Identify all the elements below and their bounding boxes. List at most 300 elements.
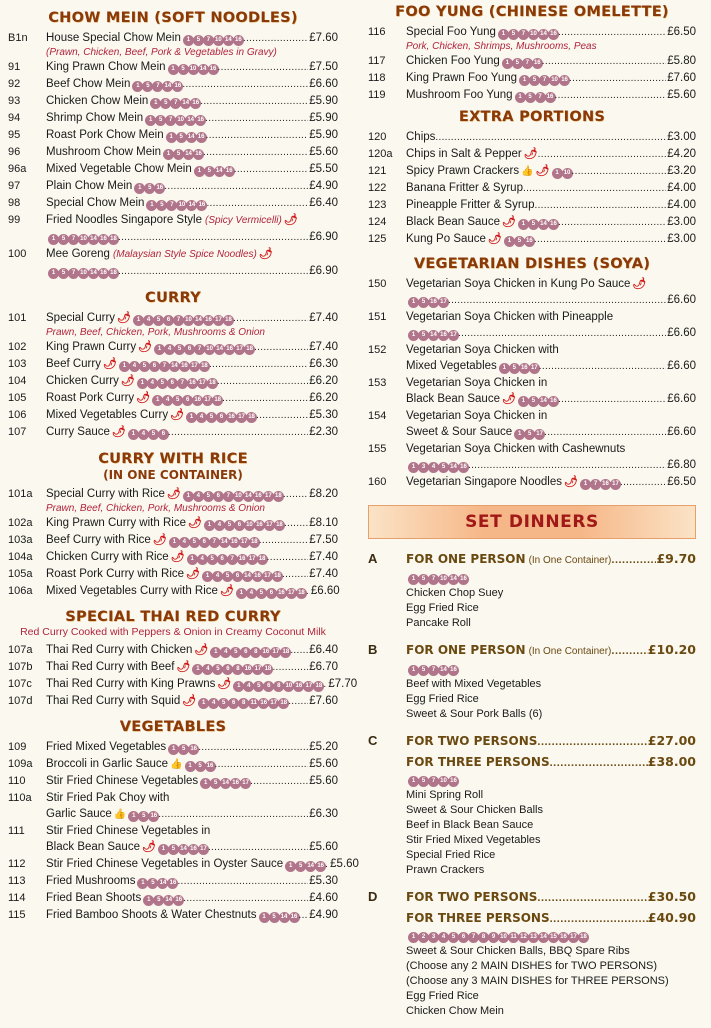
allergen-badge: 1 xyxy=(134,183,145,194)
item-number: 91 xyxy=(8,61,21,73)
set-price: £30.50 xyxy=(647,889,696,904)
allergen-badge: 10 xyxy=(175,115,186,126)
menu-item xyxy=(8,127,338,144)
allergen-badge: 7 xyxy=(173,315,184,326)
allergen-badge: 14 xyxy=(538,219,549,230)
item-number: 94 xyxy=(8,112,21,124)
allergen-badge: 10 xyxy=(183,315,194,326)
menu-item-row xyxy=(8,756,338,773)
chili-icon: 🌶 xyxy=(523,148,538,160)
allergen-badge: 1 xyxy=(204,520,215,531)
allergen-badge: 16 xyxy=(230,778,241,789)
allergen-badge: 1 xyxy=(183,491,194,502)
allergen-badge: 7 xyxy=(152,81,163,92)
allergen-badge: 1 xyxy=(200,778,211,789)
allergen-badge: 3 xyxy=(428,932,439,943)
item-name: Fried Mushrooms xyxy=(46,875,136,887)
allergen-badge: 7 xyxy=(166,200,177,211)
item-price: £5.90 xyxy=(309,129,338,141)
allergen-badge: 16 xyxy=(237,554,248,565)
allergen-badge: 8 xyxy=(478,932,489,943)
item-number: 113 xyxy=(8,875,26,887)
item-name-continued xyxy=(8,806,338,823)
allergen-badge: 16 xyxy=(226,412,237,423)
allergen-badge: 1 xyxy=(519,75,530,86)
allergen-badge: 6 xyxy=(149,361,160,372)
menu-item-row xyxy=(8,310,338,327)
section-heading: VEGETABLES xyxy=(119,719,227,735)
allergen-badge: 4 xyxy=(246,588,257,599)
item-number: 152 xyxy=(368,344,387,356)
item-name: Spicy Prawn Crackers xyxy=(406,165,520,177)
allergen-badge: 16 xyxy=(258,698,269,709)
allergen-badge: 17 xyxy=(252,664,263,675)
allergen-badge: 14 xyxy=(193,315,204,326)
allergen-badge: 14 xyxy=(538,396,549,407)
item-price: £7.70 xyxy=(328,678,358,690)
allergen-badge: 14 xyxy=(223,35,234,46)
leader-dots xyxy=(222,390,308,407)
allergen-badge: 5 xyxy=(207,554,218,565)
allergen-badge: 17 xyxy=(262,571,273,582)
allergen-badges xyxy=(236,588,306,599)
allergen-badge: 1 xyxy=(145,115,156,126)
set-title: FOR TWO PERSONS xyxy=(406,890,538,904)
leader-dots xyxy=(523,180,666,197)
item-name: Beef Chow Mein xyxy=(46,78,131,90)
item-price: £5.90 xyxy=(309,112,338,124)
allergen-badge: 1 xyxy=(183,35,194,46)
item-name-cont: Black Bean Sauce xyxy=(46,841,140,853)
allergen-badge: 5 xyxy=(448,932,459,943)
allergen-badges xyxy=(152,395,222,406)
allergen-badge: 5 xyxy=(148,429,159,440)
section-heading: EXTRA PORTIONS xyxy=(458,109,606,125)
allergen-badge: 16 xyxy=(192,395,203,406)
chili-icon: 🌶 xyxy=(632,278,647,290)
set-letter: C xyxy=(368,733,378,748)
allergen-badges xyxy=(154,344,254,355)
item-price: £7.60 xyxy=(309,32,338,44)
allergen-badge: 17 xyxy=(239,537,250,548)
set-dinner-item: (Choose any 3 MAIN DISHES for THREE PERSONS) xyxy=(406,975,669,987)
menu-item xyxy=(8,583,338,600)
allergen-badges xyxy=(408,574,468,585)
menu-section xyxy=(368,256,696,491)
menu-item-row xyxy=(8,790,338,806)
allergen-badge: 5 xyxy=(156,200,167,211)
allergen-badge: 11 xyxy=(248,698,259,709)
allergen-badge: 14 xyxy=(163,895,174,906)
allergen-badge: 14 xyxy=(88,234,99,245)
allergen-badge: 14 xyxy=(448,462,459,473)
leader-dots xyxy=(558,391,666,408)
allergen-badge: 5 xyxy=(193,35,204,46)
item-price: £6.40 xyxy=(309,644,338,656)
allergen-badge: 5 xyxy=(210,778,221,789)
leader-dots xyxy=(537,887,647,908)
allergen-badge: 5 xyxy=(204,166,215,177)
item-price: £7.50 xyxy=(309,61,338,73)
allergen-badge: 6 xyxy=(240,647,251,658)
allergen-badge: 16 xyxy=(548,29,559,40)
chili-icon: 🌶 xyxy=(219,585,234,597)
item-name-continued xyxy=(368,391,696,408)
allergen-badge: 5 xyxy=(269,912,280,923)
set-title: FOR ONE PERSON xyxy=(406,552,526,566)
allergen-badge: 1 xyxy=(233,681,244,692)
menu-item xyxy=(8,390,338,407)
item-price: £6.60 xyxy=(667,360,696,372)
allergen-badge: 5 xyxy=(157,378,168,389)
menu-item-row xyxy=(368,408,696,424)
allergen-badge: 18 xyxy=(313,681,324,692)
allergen-badge: 4 xyxy=(438,932,449,943)
allergen-badge: 18 xyxy=(246,412,257,423)
allergen-badge: 1 xyxy=(408,297,419,308)
allergen-badges xyxy=(145,115,205,126)
allergen-badge: 5 xyxy=(528,219,539,230)
allergen-badge: 1 xyxy=(163,149,174,160)
allergen-badge: 6 xyxy=(199,537,210,548)
menu-item-row xyxy=(8,59,338,76)
allergen-badge: 18 xyxy=(199,361,210,372)
allergen-badges xyxy=(504,236,534,247)
menu-item xyxy=(8,907,338,924)
allergen-badge: 7 xyxy=(468,932,479,943)
set-price: £27.00 xyxy=(647,733,696,748)
item-name: Chicken Chow Mein xyxy=(46,95,149,107)
menu-item-row xyxy=(368,163,696,180)
leader-dots xyxy=(299,907,309,924)
menu-item xyxy=(368,276,696,309)
allergen-badge: 10 xyxy=(562,168,573,179)
leader-dots xyxy=(215,756,309,773)
menu-item-row xyxy=(8,486,338,503)
allergen-badges xyxy=(502,58,542,69)
chili-icon: 🌶 xyxy=(194,644,209,656)
allergen-badges xyxy=(519,75,569,86)
allergen-badge: 2 xyxy=(418,932,429,943)
allergen-badges xyxy=(499,363,539,374)
allergen-badge: 16 xyxy=(428,297,439,308)
set-dinners-banner: SET DINNERS xyxy=(368,505,696,539)
item-number: 116 xyxy=(368,26,386,38)
set-dinner-item: Egg Fried Rice xyxy=(406,693,479,705)
menu-item xyxy=(8,676,358,693)
menu-item-row xyxy=(8,161,338,178)
item-price: £4.20 xyxy=(667,148,696,160)
allergen-badge: 17 xyxy=(303,681,314,692)
menu-item xyxy=(8,310,338,339)
leader-dots xyxy=(177,873,308,890)
item-price: £7.40 xyxy=(309,312,338,324)
item-description: Pork, Chicken, Shrimps, Mushrooms, Peas xyxy=(406,41,597,52)
item-price: £7.40 xyxy=(309,551,338,563)
allergen-badges xyxy=(168,64,218,75)
set-dinner-item: Egg Fried Rice xyxy=(406,602,479,614)
allergen-badge: 5 xyxy=(189,537,200,548)
allergen-badge: 1 xyxy=(518,396,529,407)
allergen-badge: 4 xyxy=(179,537,190,548)
set-dinner xyxy=(368,549,696,631)
item-number: 101 xyxy=(8,312,27,324)
item-number: 95 xyxy=(8,129,21,141)
item-price: £6.20 xyxy=(309,392,338,404)
allergen-badges xyxy=(158,844,208,855)
set-price: £38.00 xyxy=(647,754,696,769)
allergen-badge: 16 xyxy=(260,647,271,658)
allergen-badge: 7 xyxy=(68,234,79,245)
allergen-badge: 5 xyxy=(418,574,429,585)
allergen-badge: 16 xyxy=(548,396,559,407)
allergen-badge: 5 xyxy=(195,761,206,772)
allergen-badge: 16 xyxy=(519,363,530,374)
allergen-badge: 5 xyxy=(418,297,429,308)
allergen-badge: 1 xyxy=(515,92,526,103)
item-price: £5.60 xyxy=(309,841,338,853)
menu-item xyxy=(368,408,696,441)
item-name: Roast Pork Curry xyxy=(46,392,135,404)
allergen-badge: 7 xyxy=(590,479,601,490)
leader-dots xyxy=(118,229,308,246)
item-name: Chips xyxy=(406,131,436,143)
item-number: 121 xyxy=(368,165,387,177)
menu-item-row xyxy=(368,70,696,87)
item-number: 103a xyxy=(8,534,33,546)
menu-section xyxy=(8,10,338,280)
set-dinner-item: Prawn Crackers xyxy=(406,864,485,876)
item-name-continued xyxy=(368,358,696,375)
item-number: 150 xyxy=(368,278,387,290)
allergen-badges xyxy=(408,330,458,341)
allergen-badge: 16 xyxy=(98,234,109,245)
allergen-badge: 16 xyxy=(448,776,459,787)
allergen-badge: 1 xyxy=(186,412,197,423)
allergen-badge: 5 xyxy=(144,183,155,194)
allergen-badge: 17 xyxy=(264,520,275,531)
menu-item-row xyxy=(368,87,696,104)
item-price: £5.60 xyxy=(309,775,338,787)
allergen-badge: 6 xyxy=(184,344,195,355)
allergen-badges xyxy=(187,554,267,565)
allergen-badge: 1 xyxy=(152,395,163,406)
allergen-badge: 16 xyxy=(98,268,109,279)
allergen-badge: 18 xyxy=(207,378,218,389)
item-number: 160 xyxy=(368,476,387,488)
leader-dots xyxy=(183,890,308,907)
set-letter: B xyxy=(368,642,378,657)
allergen-badges xyxy=(128,429,168,440)
allergen-badge: 6 xyxy=(158,429,169,440)
allergen-badge: 7 xyxy=(159,361,170,372)
leader-dots xyxy=(542,53,666,70)
allergen-badge: 16 xyxy=(548,219,559,230)
leader-dots xyxy=(544,424,666,441)
allergen-badge: 16 xyxy=(203,315,214,326)
item-name: Mushroom Chow Mein xyxy=(46,146,162,158)
menu-item-row xyxy=(368,129,696,146)
allergen-badge: 16 xyxy=(172,81,183,92)
item-name: Special Curry xyxy=(46,312,116,324)
allergen-badge: 16 xyxy=(187,378,198,389)
section-items xyxy=(8,486,338,600)
leader-dots xyxy=(200,93,308,110)
chili-icon: 🌶 xyxy=(152,534,167,546)
allergen-badge: 1 xyxy=(502,58,513,69)
chili-icon: 🌶 xyxy=(501,216,516,228)
section-items xyxy=(368,24,696,104)
item-number: 114 xyxy=(8,892,26,904)
allergen-badges xyxy=(210,647,290,658)
menu-item-row xyxy=(8,566,338,583)
item-name-cont: Black Bean Sauce xyxy=(406,393,500,405)
menu-item-row xyxy=(8,773,338,790)
item-price: £6.60 xyxy=(309,78,338,90)
menu-item xyxy=(368,441,696,474)
allergen-badge: 1 xyxy=(150,98,161,109)
allergen-badge: 16 xyxy=(289,912,300,923)
allergen-badge: 18 xyxy=(244,344,255,355)
allergen-badge: 1 xyxy=(408,665,419,676)
section-heading: CHOW MEIN (SOFT NOODLES) xyxy=(48,10,298,26)
allergen-badge: 1 xyxy=(187,554,198,565)
menu-item-row xyxy=(8,659,338,676)
menu-item xyxy=(368,163,696,180)
allergen-badge: 6 xyxy=(232,571,243,582)
allergen-badge: 8 xyxy=(238,698,249,709)
item-name-continued xyxy=(8,839,338,856)
allergen-badges xyxy=(233,681,323,692)
leader-dots xyxy=(164,178,308,195)
allergen-badge: 1 xyxy=(128,429,139,440)
menu-item xyxy=(368,70,696,87)
menu-item xyxy=(8,790,338,823)
menu-item-row xyxy=(368,474,696,491)
allergen-badge: 5 xyxy=(206,412,217,423)
leader-dots xyxy=(234,161,308,178)
chili-icon: 🌶 xyxy=(187,517,202,529)
leader-dots xyxy=(158,806,308,823)
menu-item-row xyxy=(8,30,338,47)
set-dinner-item: Pancake Roll xyxy=(406,617,471,629)
menu-item xyxy=(8,549,338,566)
allergen-badge: 5 xyxy=(509,363,520,374)
allergen-badge: 4 xyxy=(162,395,173,406)
menu-item xyxy=(8,486,338,515)
allergen-badge: 14 xyxy=(219,537,230,548)
allergen-badge: 4 xyxy=(129,361,140,372)
left-column xyxy=(8,0,359,924)
menu-item xyxy=(368,375,696,408)
allergen-badges xyxy=(146,200,206,211)
allergen-badge: 1 xyxy=(168,64,179,75)
item-price: £5.90 xyxy=(309,95,338,107)
menu-item xyxy=(8,424,338,441)
item-name: King Prawn Foo Yung xyxy=(406,72,518,84)
allergen-badge: 16 xyxy=(253,491,264,502)
allergen-badge: 5 xyxy=(295,861,306,872)
allergen-badge: 5 xyxy=(153,315,164,326)
menu-item xyxy=(368,309,696,342)
menu-item-row xyxy=(8,823,338,839)
leader-dots xyxy=(458,325,666,342)
allergen-badge: 1 xyxy=(285,861,296,872)
item-name: Vegetarian Soya Chicken in xyxy=(406,377,548,389)
allergen-badge: 7 xyxy=(223,491,234,502)
allergen-badge: 5 xyxy=(230,647,241,658)
leader-dots xyxy=(267,549,309,566)
leader-dots xyxy=(206,127,309,144)
section-subheading: (IN ONE CONTAINER) xyxy=(103,468,243,482)
item-number: 151 xyxy=(368,311,387,323)
allergen-badge: 1 xyxy=(552,168,563,179)
item-price: £4.90 xyxy=(309,909,338,921)
item-number: 110a xyxy=(8,792,32,804)
allergen-badges xyxy=(580,479,620,490)
menu-item-row xyxy=(8,127,338,144)
menu-section xyxy=(8,719,359,924)
chili-icon: 🌶 xyxy=(258,248,273,260)
section-items xyxy=(8,30,338,280)
set-price: £40.90 xyxy=(647,910,696,925)
section-heading: VEGETARIAN DISHES (SOYA) xyxy=(413,256,651,272)
section-items xyxy=(8,642,358,710)
menu-item xyxy=(368,24,696,53)
allergen-badge: 16 xyxy=(545,92,556,103)
menu-item-row xyxy=(368,231,696,248)
item-price: £4.00 xyxy=(667,182,696,194)
allergen-badges xyxy=(150,98,200,109)
item-price: £3.00 xyxy=(667,216,696,228)
chili-icon: 🌶 xyxy=(166,488,181,500)
allergen-badge: 1 xyxy=(498,29,509,40)
leader-dots xyxy=(218,59,309,76)
allergen-badge: 1 xyxy=(259,912,270,923)
item-badge-line xyxy=(8,229,338,246)
set-dinner-heading xyxy=(368,887,696,908)
item-price: £6.70 xyxy=(309,661,338,673)
allergen-badge: 14 xyxy=(183,149,194,160)
item-number: 154 xyxy=(368,410,387,422)
allergen-badges xyxy=(134,183,164,194)
allergen-badge: 1 xyxy=(133,315,144,326)
item-price: £5.30 xyxy=(309,875,338,887)
leader-dots xyxy=(323,676,327,693)
menu-item-row xyxy=(8,532,338,549)
allergen-badge: 4 xyxy=(143,315,154,326)
allergen-badge: 1 xyxy=(198,698,209,709)
allergen-badge: 17 xyxy=(529,363,540,374)
allergen-badge: 1 xyxy=(499,363,510,374)
allergen-badge: 18 xyxy=(223,315,234,326)
menu-item xyxy=(8,693,338,710)
menu-item xyxy=(8,515,338,532)
item-price: £6.20 xyxy=(309,375,338,387)
allergen-badge: 16 xyxy=(208,64,219,75)
item-price: £7.60 xyxy=(309,695,338,707)
leader-dots xyxy=(555,87,667,104)
allergen-badge: 14 xyxy=(185,115,196,126)
section-items xyxy=(8,739,359,924)
item-price: £7.40 xyxy=(309,568,338,580)
menu-item xyxy=(8,178,338,195)
menu-item-row xyxy=(368,197,696,214)
menu-item-row xyxy=(368,180,696,197)
item-number: 99 xyxy=(8,214,21,226)
allergen-badge: 16 xyxy=(205,761,216,772)
item-number: 107c xyxy=(8,678,32,690)
